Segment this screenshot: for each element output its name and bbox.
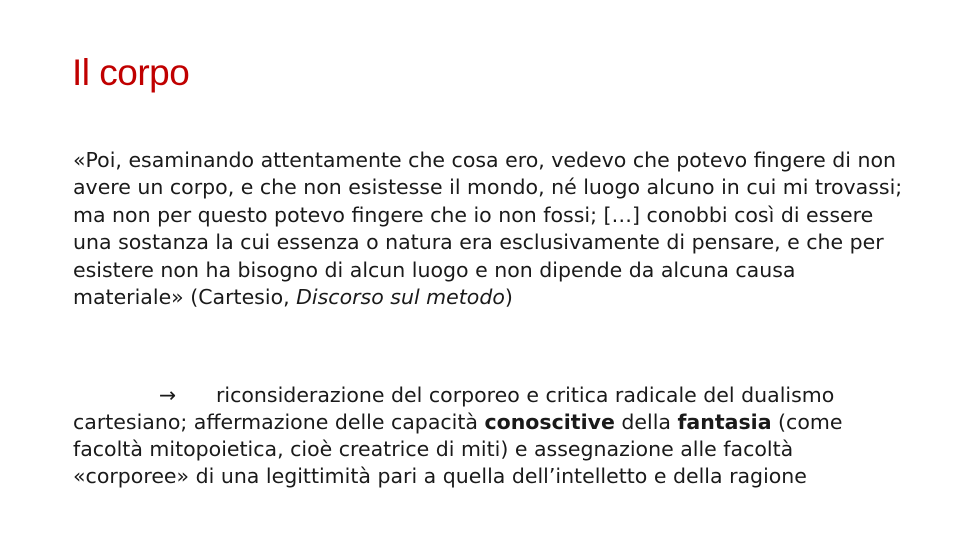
comment-part-1: riconsiderazione del corporeo e critica radicale del dualismo cartesiano; affermazione delle capacità [73, 383, 835, 434]
comment-part-2: della [614, 410, 678, 434]
comment-bold-conoscitive: conoscitive [484, 410, 615, 434]
quote-work-title: Discorso sul metodo [296, 285, 505, 310]
quote-text: «Poi, esaminando attentamente che cosa ero, vedevo che potevo fingere di non avere un corpo, e che non esistesse il mondo, né luogo alcuno in cui mi trovassi; ma non per questo potevo fingere che io non fossi; […] conobbi così di essere una sostanza la cui essenza o natura era esclusivamente di pensare, e che per esistere non ha bisogno di alcun luogo e non dipende da alcuna causa materiale» (Cartesio, [73, 148, 903, 310]
slide-title: Il corpo [72, 52, 190, 93]
commentary-paragraph [73, 382, 903, 490]
right-arrow-icon: → [159, 383, 177, 407]
comment-part-3: (come facoltà mitopoietica, cioè creatrice di miti) e assegnazione alle facoltà «corporee» di una legittimità pari a quella dell’intelletto e della ragione [73, 410, 843, 488]
comment-bold-fantasia: fantasia [677, 410, 772, 434]
quote-closing: ) [504, 285, 513, 310]
descartes-quote [73, 147, 903, 311]
